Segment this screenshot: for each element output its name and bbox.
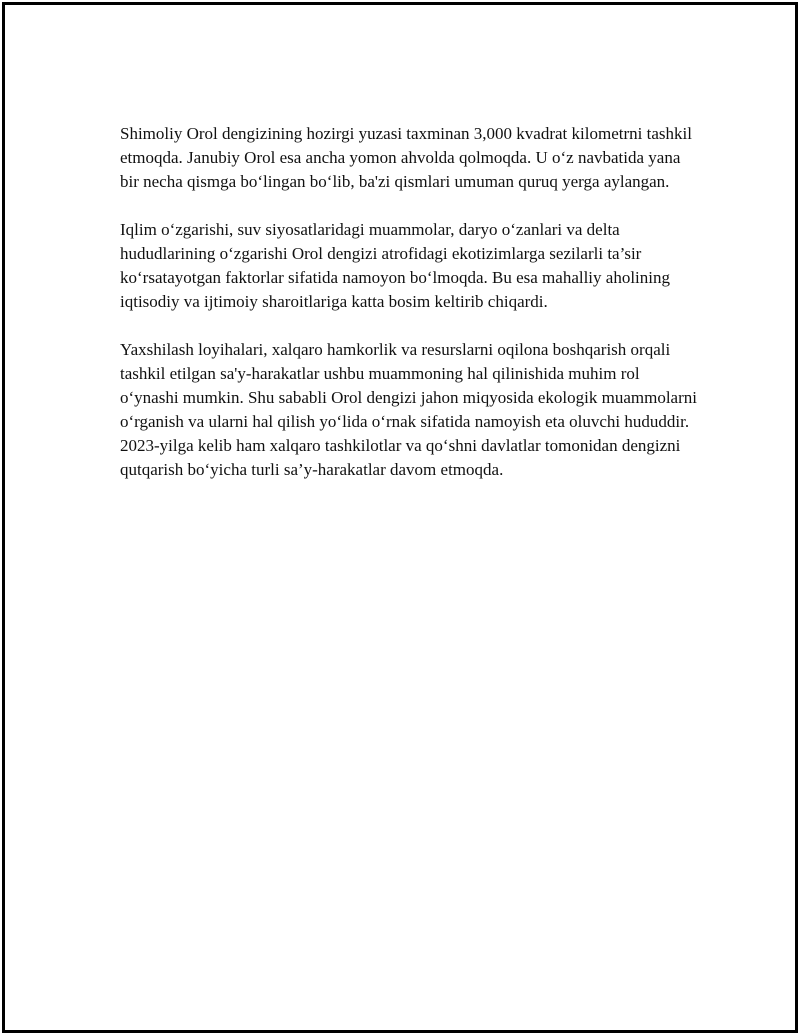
paragraph-2: Iqlim o‘zgarishi, suv siyosatlaridagi muammolar, daryo o‘zanlari va delta hududlarining o‘zgarishi Orol dengizi atrofidagi ekotizimlarga sezilarli ta’sir ko‘rsatayotgan faktorlar sifatida namoyon bo‘lmoqda. Bu esa mahalliy aholining iqtisodiy va ijtimoiy sharoitlariga katta bosim keltirib chiqardi. — [120, 220, 670, 311]
document-body — [120, 122, 700, 506]
paragraph-3: Yaxshilash loyihalari, xalqaro hamkorlik va resurslarni oqilona boshqarish orqali tashkil etilgan sa'y-harakatlar ushbu muammoning hal qilinishida muhim rol o‘ynashi mumkin. Shu sababli Orol dengizi jahon miqyosida ekologik muammolarni o‘rganish va ularni hal qilish yo‘lida o‘rnak sifatida namoyish eta oluvchi hududdir. 2023-yilga kelib ham xalqaro tashkilotlar va qo‘shni davlatlar tomonidan dengizni qutqarish bo‘yicha turli sa’y-harakatlar davom etmoqda. — [120, 340, 697, 479]
document-page — [2, 2, 798, 1033]
paragraph-1: Shimoliy Orol dengizining hozirgi yuzasi taxminan 3,000 kvadrat kilometrni tashkil etmoqda. Janubiy Orol esa ancha yomon ahvolda qolmoqda. U o‘z navbatida yana bir necha qismga bo‘lingan bo‘lib, ba'zi qismlari umuman quruq yerga aylangan. — [120, 124, 692, 191]
